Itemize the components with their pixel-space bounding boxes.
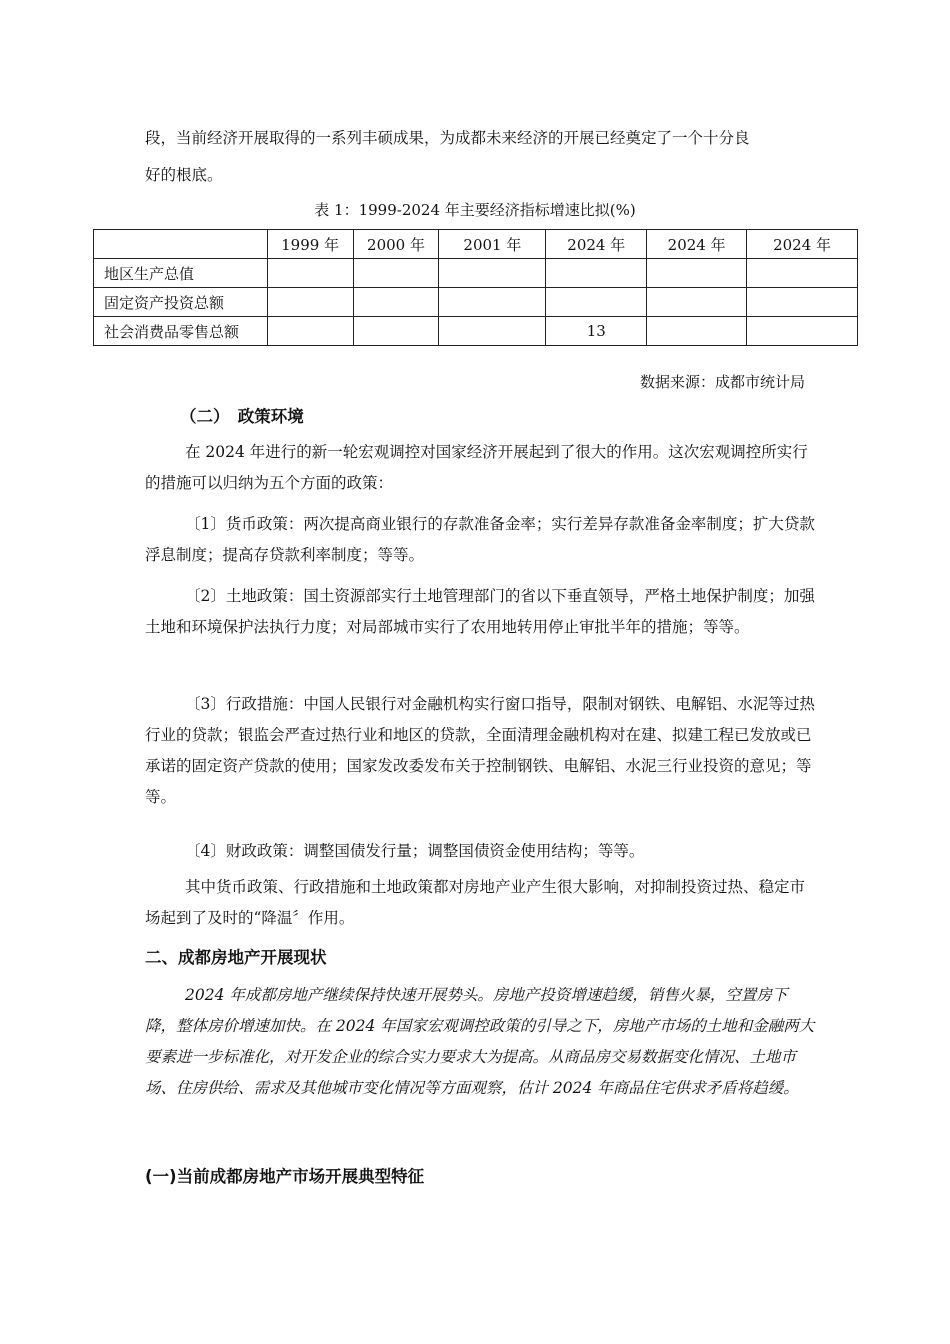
- table-cell: [647, 259, 747, 288]
- data-source-note: 数据来源：成都市统计局: [639, 373, 805, 391]
- policy-item-monetary: 〔1〕货币政策：两次提高商业银行的存款准备金率；实行差异存款准备金率制度；扩大贷款浮息制度；提高存贷款利率制度；等等。: [145, 515, 815, 564]
- subsection-heading-typical-features: (一)当前成都房地产市场开展典型特征: [145, 1167, 425, 1186]
- policy-intro-paragraph: 在 2024 年进行的新一轮宏观调控对国家经济开展起到了很大的作用。这次宏观调控所实行的措施可以归纳为五个方面的政策：: [145, 443, 808, 492]
- table-header-cell: 2000 年: [353, 230, 439, 259]
- table-cell: [267, 317, 353, 346]
- section-heading-chengdu-status: 二、成都房地产开展现状: [145, 948, 327, 967]
- policy-item-administrative: 〔3〕行政措施：中国人民银行对金融机构实行窗口指导，限制对钢铁、电解铝、水泥等过热行业的贷款；银监会严查过热行业和地区的贷款，全面清理金融机构对在建、拟建工程已发放或已承诺的固定资产贷款的使用；国家发改委发布关于控制钢铁、电解铝、水泥三行业投资的意见；等等。: [145, 695, 815, 806]
- chengdu-status-paragraph: 2024 年成都房地产继续保持快速开展势头。房地产投资增速趋缓，销售火暴，空置房下降，整体房价增速加快。在 2024 年国家宏观调控政策的引导之下，房地产市场的土地和金融两大要素进一步标准化，对开发企业的综合实力要求大为提高。从商品房交易数据变化情况、土地市场、住房供给、需求及其他城市变化情况等方面观察，估计 2024 年商品住宅供求矛盾将趋缓。: [145, 986, 815, 1097]
- table-cell: [546, 259, 647, 288]
- table-header-cell: 1999 年: [267, 230, 353, 259]
- table-cell: [546, 288, 647, 317]
- table-cell: [747, 288, 858, 317]
- table-cell: [647, 288, 747, 317]
- table-cell: [439, 317, 546, 346]
- table-cell: [267, 259, 353, 288]
- table-row: [94, 317, 858, 346]
- table-cell: [439, 288, 546, 317]
- table-header-row: [94, 230, 858, 259]
- table-cell: [353, 288, 439, 317]
- policy-item-land: 〔2〕土地政策：国土资源部实行土地管理部门的省以下垂直领导，严格土地保护制度；加强土地和环境保护法执行力度；对局部城市实行了农用地转用停止审批半年的措施；等等。: [145, 587, 815, 636]
- table-header-cell: 2024 年: [647, 230, 747, 259]
- table-cell: [267, 288, 353, 317]
- table-cell: [353, 259, 439, 288]
- indicator-table: [93, 229, 858, 346]
- table-row-label: 社会消费品零售总额: [94, 317, 268, 346]
- table-header-cell: 2024 年: [747, 230, 858, 259]
- table-header-cell: [94, 230, 268, 259]
- table-cell: [747, 317, 858, 346]
- intro-line-2: 好的根底。: [145, 166, 223, 184]
- table-header-cell: 2001 年: [439, 230, 546, 259]
- table-cell: [353, 317, 439, 346]
- table-header-cell: 2024 年: [546, 230, 647, 259]
- section-heading-policy: （二） 政策环境: [180, 407, 304, 426]
- table-row-label: 地区生产总值: [94, 259, 268, 288]
- table-cell: [747, 259, 858, 288]
- table-row: [94, 288, 858, 317]
- table-cell: 13: [546, 317, 647, 346]
- intro-line-1: 段，当前经济开展取得的一系列丰硕成果，为成都未来经济的开展已经奠定了一个十分良: [145, 129, 750, 147]
- table-row: [94, 259, 858, 288]
- table-cell: [439, 259, 546, 288]
- table-cell: [647, 317, 747, 346]
- table-row-label: 固定资产投资总额: [94, 288, 268, 317]
- table-caption: 表 1：1999-2024 年主要经济指标增速比拟(%): [314, 201, 636, 219]
- policy-summary-paragraph: 其中货币政策、行政措施和土地政策都对房地产业产生很大影响，对抑制投资过热、稳定市场起到了及时的“降温〞作用。: [145, 878, 806, 927]
- policy-item-fiscal: 〔4〕财政政策：调整国债发行量；调整国债资金使用结构；等等。: [185, 842, 645, 860]
